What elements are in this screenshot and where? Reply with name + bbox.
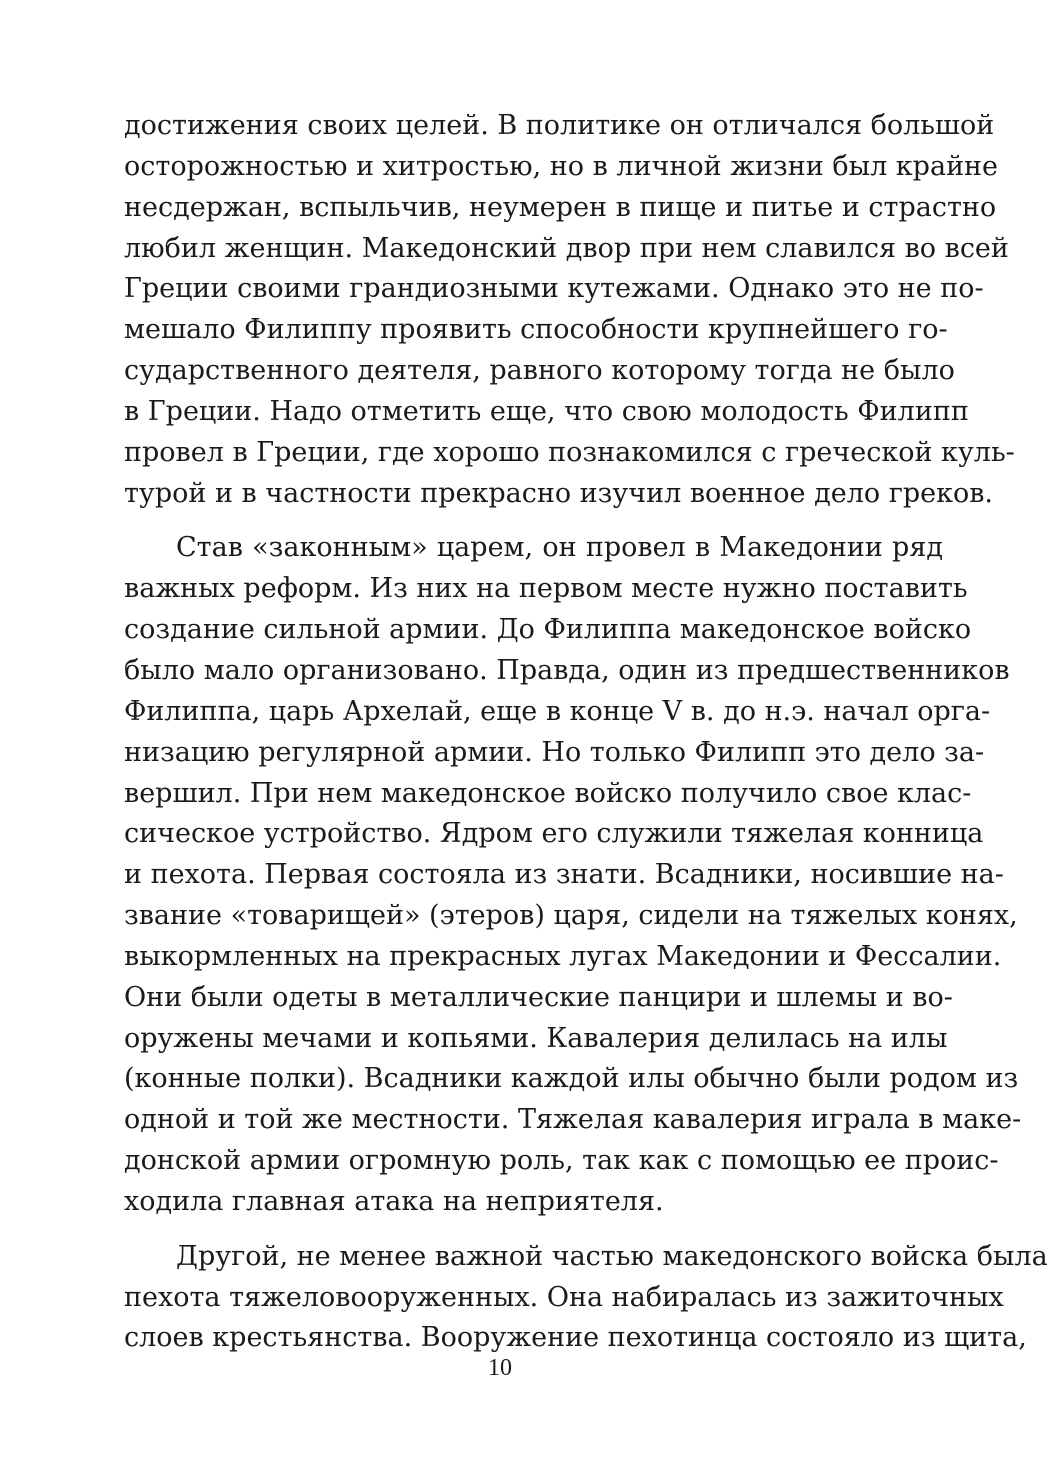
text-line: в Греции. Надо отметить еще, что свою молодость Филипп bbox=[124, 395, 969, 427]
text-line: оружены мечами и копьями. Кавалерия делилась на илы bbox=[124, 1022, 948, 1054]
page-number: 10 bbox=[488, 1355, 512, 1381]
text-line: Они были одеты в металлические панцири и шлемы и во- bbox=[124, 981, 953, 1013]
text-line: осторожностью и хитростью, но в личной жизни был крайне bbox=[124, 150, 999, 182]
text-line: провел в Греции, где хорошо познакомился с греческой куль- bbox=[124, 436, 1015, 468]
text-line: звание «товарищей» (этеров) царя, сидели на тяжелых конях, bbox=[124, 900, 1018, 932]
text-line: важных реформ. Из них на первом месте нужно поставить bbox=[124, 573, 968, 605]
text-line: достижения своих целей. В политике он отличался большой bbox=[124, 110, 995, 141]
text-line: ходила главная атака на неприятеля. bbox=[124, 1185, 664, 1217]
text-line: пехота тяжеловооруженных. Она набиралась из зажиточных bbox=[124, 1281, 1004, 1313]
text-line: донской армии огромную роль, так как с помощью ее проис- bbox=[124, 1145, 999, 1177]
paragraph-spacing bbox=[124, 514, 943, 528]
text-line: вершил. При нем македонское войско получило свое клас- bbox=[124, 777, 972, 809]
paragraph-1 bbox=[124, 106, 1015, 514]
paragraph-2 bbox=[124, 528, 1022, 1222]
text-line: (конные полки). Всадники каждой илы обычно были родом из bbox=[124, 1063, 1019, 1095]
text-line: выкормленных на прекрасных лугах Македонии и Фессалии. bbox=[124, 940, 1002, 972]
paragraph-spacing bbox=[124, 1223, 943, 1237]
paragraph-3 bbox=[124, 1237, 1048, 1360]
text-line: одной и той же местности. Тяжелая кавалерия играла в маке- bbox=[124, 1104, 1022, 1136]
text-line: турой и в частности прекрасно изучил военное дело греков. bbox=[124, 477, 994, 509]
text-line: Другой, не менее важной частью македонского войска была bbox=[176, 1240, 1048, 1272]
text-line: Греции своими грандиозными кутежами. Однако это не по- bbox=[124, 273, 984, 305]
text-line: слоев крестьянства. Вооружение пехотинца состояло из щита, bbox=[124, 1322, 1027, 1354]
text-line: сическое устройство. Ядром его служили тяжелая конница bbox=[124, 818, 984, 850]
text-line: низацию регулярной армии. Но только Филипп это дело за- bbox=[124, 736, 985, 768]
text-line: мешало Филиппу проявить способности крупнейшего го- bbox=[124, 314, 948, 346]
text-line: Филиппа, царь Архелай, еще в конце V в. до н.э. начал орга- bbox=[124, 695, 991, 727]
text-line: сударственного деятеля, равного которому тогда не было bbox=[124, 355, 955, 387]
body-text bbox=[124, 106, 1048, 1359]
text-line: любил женщин. Македонский двор при нем славился во всей bbox=[124, 232, 1009, 264]
text-line: создание сильной армии. До Филиппа македонское войско bbox=[124, 614, 972, 646]
text-line: несдержан, вспыльчив, неумерен в пище и питье и страстно bbox=[124, 191, 997, 223]
text-line: Став «законным» царем, он провел в Македонии ряд bbox=[176, 532, 943, 564]
text-line: и пехота. Первая состояла из знати. Всадники, носившие на- bbox=[124, 859, 1004, 891]
text-line: было мало организовано. Правда, один из предшественников bbox=[124, 654, 1010, 686]
